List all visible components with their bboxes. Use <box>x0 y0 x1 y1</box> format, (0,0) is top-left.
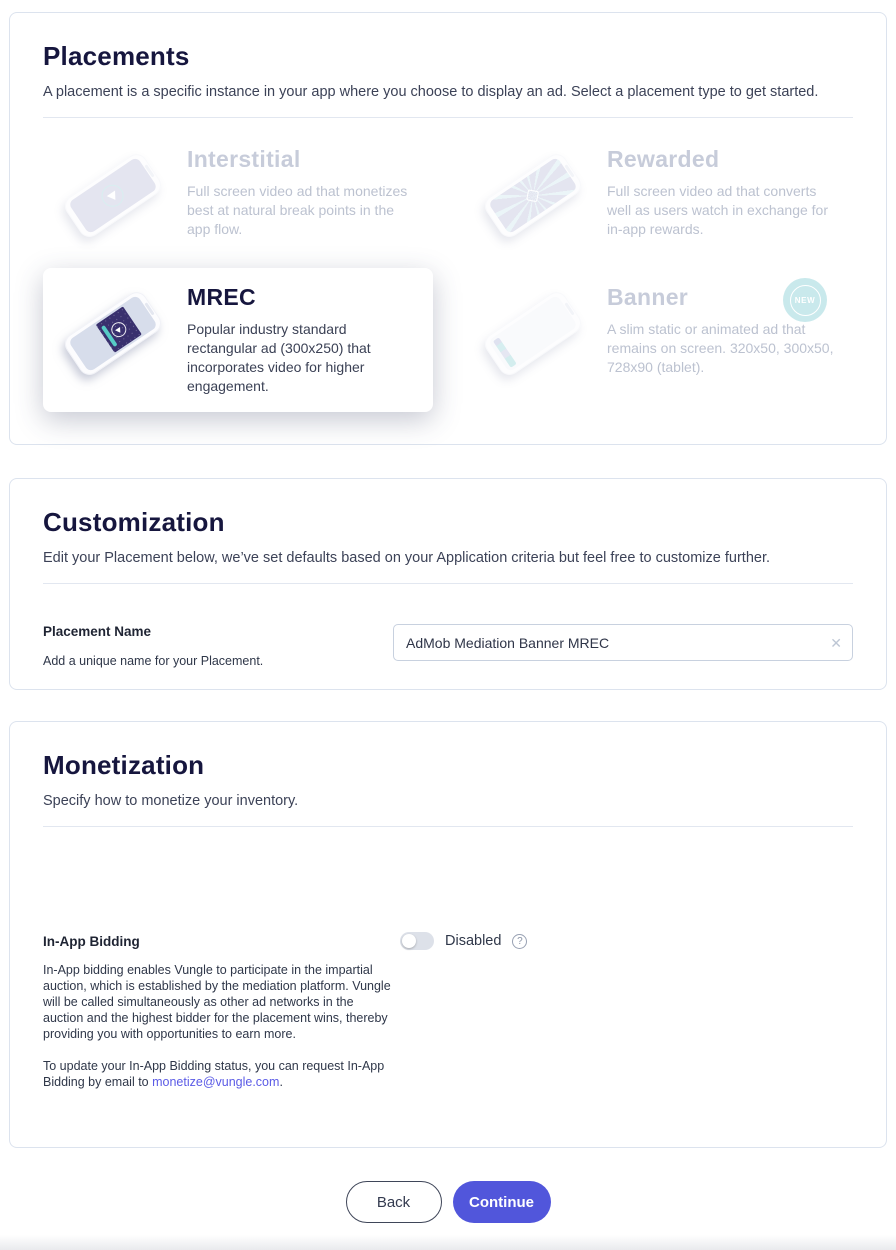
placement-name-input[interactable] <box>393 624 853 661</box>
in-app-bidding-contact-text: To update your In-App Bidding status, you can request In-App Bidding by email to <box>43 1059 385 1089</box>
placement-option-description: Popular industry standard rectangular ad (300x250) that incorporates video for higher engagement. <box>187 321 371 394</box>
placement-option-title: Rewarded <box>607 146 720 172</box>
in-app-bidding-contact-suffix: . <box>279 1075 283 1089</box>
mrec-phone-icon <box>57 284 173 386</box>
footer-actions <box>0 1181 896 1223</box>
monetization-title: Monetization <box>43 750 205 780</box>
placement-option-interstitial[interactable] <box>43 130 433 264</box>
bottom-fade <box>0 1235 896 1250</box>
in-app-bidding-row <box>43 934 853 1090</box>
mrec-ad-block <box>96 306 142 353</box>
placement-option-rewarded[interactable] <box>463 130 853 264</box>
new-badge-label: NEW <box>790 285 821 316</box>
gem-icon <box>527 189 540 202</box>
placement-name-help: Add a unique name for your Placement. <box>43 654 264 668</box>
in-app-bidding-contact <box>43 1058 391 1090</box>
interstitial-phone-icon <box>57 146 173 248</box>
placement-option-title: Interstitial <box>187 146 301 172</box>
in-app-bidding-toggle[interactable] <box>400 932 434 950</box>
play-icon <box>98 180 129 211</box>
monetize-email-link[interactable]: monetize@vungle.com <box>152 1075 280 1089</box>
placements-section <box>9 12 887 445</box>
customization-subtitle: Edit your Placement below, we’ve set defaults based on your Application criteria but feel free to customize further. <box>43 550 771 566</box>
monetization-subtitle: Specify how to monetize your inventory. <box>43 793 299 809</box>
placement-option-title: Banner <box>607 284 689 310</box>
banner-phone-icon <box>477 284 593 386</box>
in-app-bidding-label: In-App Bidding <box>43 934 140 949</box>
banner-ad-strip <box>493 337 517 367</box>
placement-option-banner[interactable] <box>463 268 853 412</box>
in-app-bidding-description: In-App bidding enables Vungle to participate in the impartial auction, which is established by the mediation platform. Vungle will be called simultaneously as other ad networks in the auction and the highest bidder for the placement wins, thereby providing you with opportunities to earn more. <box>43 963 391 1041</box>
help-icon[interactable]: ? <box>512 934 527 949</box>
placement-option-description: A slim static or animated ad that remains on screen. 320x50, 300x50, 728x90 (tablet). <box>607 321 834 375</box>
new-badge <box>783 278 827 322</box>
placement-option-description: Full screen video ad that converts well as users watch in exchange for in-app rewards. <box>607 183 828 237</box>
placement-option-title: MREC <box>187 284 256 310</box>
placement-option-mrec[interactable] <box>43 268 433 412</box>
clear-input-icon[interactable]: ✕ <box>830 634 842 651</box>
continue-button[interactable]: Continue <box>453 1181 551 1223</box>
back-button[interactable]: Back <box>346 1181 442 1223</box>
customization-title: Customization <box>43 507 225 537</box>
in-app-bidding-state: Disabled <box>445 933 502 949</box>
rewarded-phone-icon <box>477 146 593 248</box>
toggle-knob-icon <box>402 934 416 948</box>
placement-option-description: Full screen video ad that monetizes best at natural break points in the app flow. <box>187 183 408 237</box>
customization-section <box>9 478 887 690</box>
placements-title: Placements <box>43 41 190 71</box>
placement-name-label: Placement Name <box>43 624 152 639</box>
monetization-section <box>9 721 887 1148</box>
placements-subtitle: A placement is a specific instance in your app where you choose to display an ad. Select a placement type to get started. <box>43 84 819 100</box>
placement-name-row <box>43 624 853 668</box>
placement-type-grid <box>43 130 853 412</box>
monetization-divider <box>43 826 853 827</box>
customization-divider <box>43 583 853 584</box>
placements-divider <box>43 117 853 118</box>
